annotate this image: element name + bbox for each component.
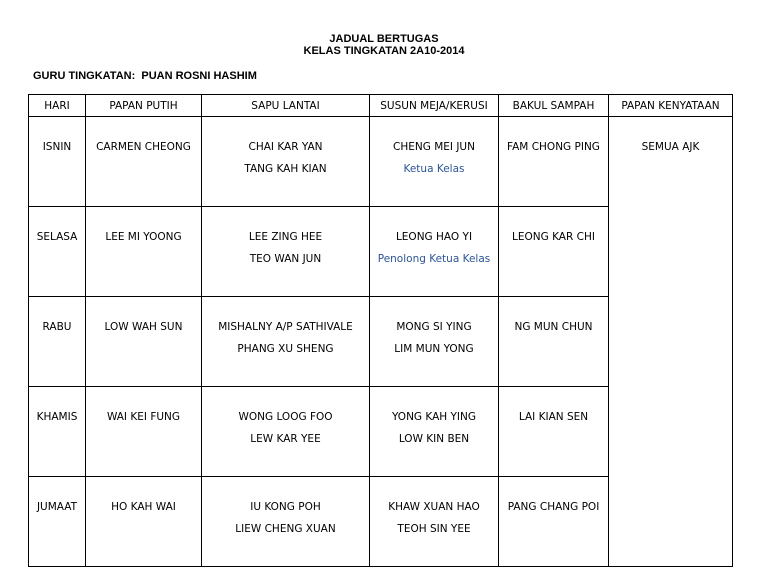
- teacher-name: PUAN ROSNI HASHIM: [141, 70, 257, 82]
- cell-susun-meja: KHAW XUAN HAO TEOH SIN YEE: [370, 477, 499, 567]
- cell-papan-putih: LOW WAH SUN: [86, 297, 202, 387]
- cell-sapu-lantai: LEE ZING HEE TEO WAN JUN: [202, 207, 370, 297]
- header-sapu-lantai: SAPU LANTAI: [202, 95, 370, 117]
- header-susun-meja: SUSUN MEJA/KERUSI: [370, 95, 499, 117]
- cell-bakul-sampah: LAI KIAN SEN: [499, 387, 609, 477]
- cell-hari: ISNIN: [29, 117, 86, 207]
- cell-bakul-sampah: PANG CHANG POI: [499, 477, 609, 567]
- cell-sapu-lantai: MISHALNY A/P SATHIVALE PHANG XU SHENG: [202, 297, 370, 387]
- header-hari: HARI: [29, 95, 86, 117]
- document-title: JADUAL BERTUGAS: [329, 33, 439, 45]
- header-papan-kenyataan: PAPAN KENYATAAN: [609, 95, 733, 117]
- cell-bakul-sampah: NG MUN CHUN: [499, 297, 609, 387]
- cell-susun-meja: LEONG HAO YI Penolong Ketua Kelas: [370, 207, 499, 297]
- cell-hari: SELASA: [29, 207, 86, 297]
- cell-sapu-lantai: IU KONG POH LIEW CHENG XUAN: [202, 477, 370, 567]
- form-teacher-line: [33, 70, 257, 82]
- cell-papan-kenyataan: SEMUA AJK: [609, 117, 733, 567]
- cell-susun-meja: CHENG MEI JUN Ketua Kelas: [370, 117, 499, 207]
- table-row: [29, 117, 733, 207]
- role-label: Ketua Kelas: [403, 163, 465, 175]
- header-papan-putih: PAPAN PUTIH: [86, 95, 202, 117]
- cell-papan-putih: WAI KEI FUNG: [86, 387, 202, 477]
- cell-sapu-lantai: WONG LOOG FOO LEW KAR YEE: [202, 387, 370, 477]
- document-subtitle: KELAS TINGKATAN 2A10-2014: [303, 45, 465, 57]
- cell-sapu-lantai: CHAI KAR YAN TANG KAH KIAN: [202, 117, 370, 207]
- cell-hari: KHAMIS: [29, 387, 86, 477]
- cell-bakul-sampah: LEONG KAR CHI: [499, 207, 609, 297]
- cell-susun-meja: YONG KAH YING LOW KIN BEN: [370, 387, 499, 477]
- cell-bakul-sampah: FAM CHONG PING: [499, 117, 609, 207]
- header-bakul-sampah: BAKUL SAMPAH: [499, 95, 609, 117]
- cell-hari: RABU: [29, 297, 86, 387]
- duty-roster-table: [28, 94, 733, 567]
- cell-papan-putih: LEE MI YOONG: [86, 207, 202, 297]
- cell-papan-putih: HO KAH WAI: [86, 477, 202, 567]
- cell-susun-meja: MONG SI YING LIM MUN YONG: [370, 297, 499, 387]
- cell-papan-putih: CARMEN CHEONG: [86, 117, 202, 207]
- teacher-label: GURU TINGKATAN:: [33, 70, 136, 82]
- role-label: Penolong Ketua Kelas: [377, 253, 491, 265]
- cell-hari: JUMAAT: [29, 477, 86, 567]
- table-header-row: [29, 95, 733, 117]
